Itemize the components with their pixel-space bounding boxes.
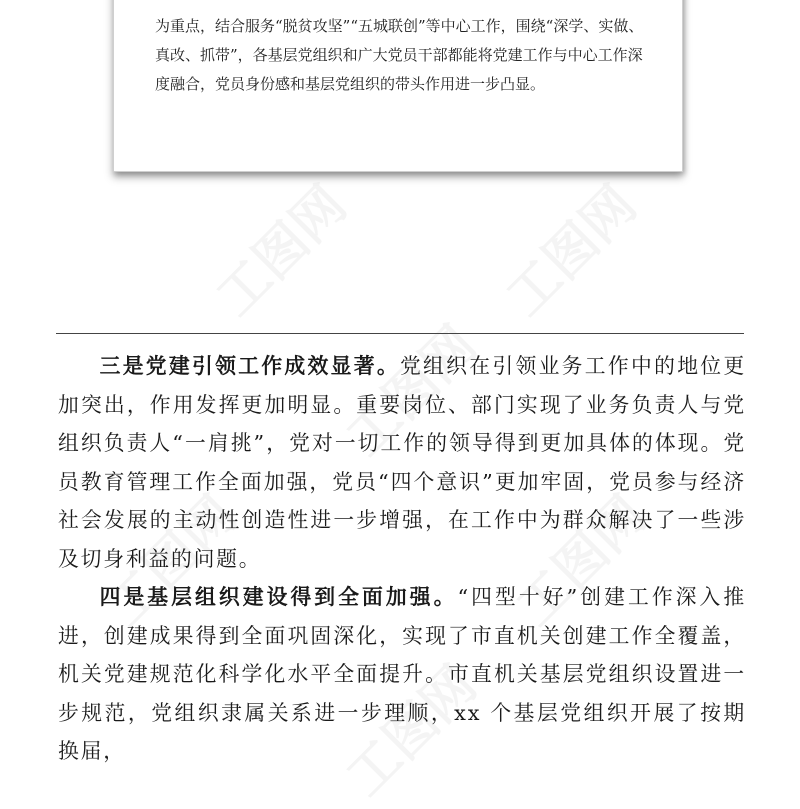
paragraph-3 — [58, 347, 746, 578]
watermark — [196, 166, 359, 329]
body-text — [58, 347, 746, 771]
quote-card-text: 为重点，结合服务“脱贫攻坚”“五城联创”等中心工作，围绕“深学、实做、真改、抓带”，各基层党组织和广大党员干部都能将党建工作与中心工作深度融合，党员身份感和基层党组织的带头作用进一步凸显。 — [155, 17, 644, 93]
paragraph-4 — [58, 578, 746, 771]
paragraph-text: 党组织在引领业务工作中的地位更加突出，作用发挥更加明显。重要岗位、部门实现了业务负责人与党组织负责人“一肩挑”，党对一切工作的领导得到更加具体的体现。党员教育管理工作全面加强，党员“四个意识”更加牢固，党员参与经济社会发展的主动性创造性进一步增强，在工作中为群众解决了一些涉及切身利益的问题。 — [58, 354, 747, 571]
watermark — [486, 166, 649, 329]
paragraph-lead: 四是基层组织建设得到全面加强。 — [99, 584, 458, 609]
paragraph-lead: 三是党建引领工作成效显著。 — [99, 353, 400, 378]
section-divider — [56, 333, 744, 334]
paragraph-text: “四型十好”创建工作深入推进，创建成果得到全面巩固深化，实现了市直机关创建工作全覆盖，机关党建规范化科学化水平全面提升。市直机关基层党组织设置进一步规范，党组织隶属关系进一步理顺，xx 个基层党组织开展了按期换届， — [58, 585, 746, 763]
